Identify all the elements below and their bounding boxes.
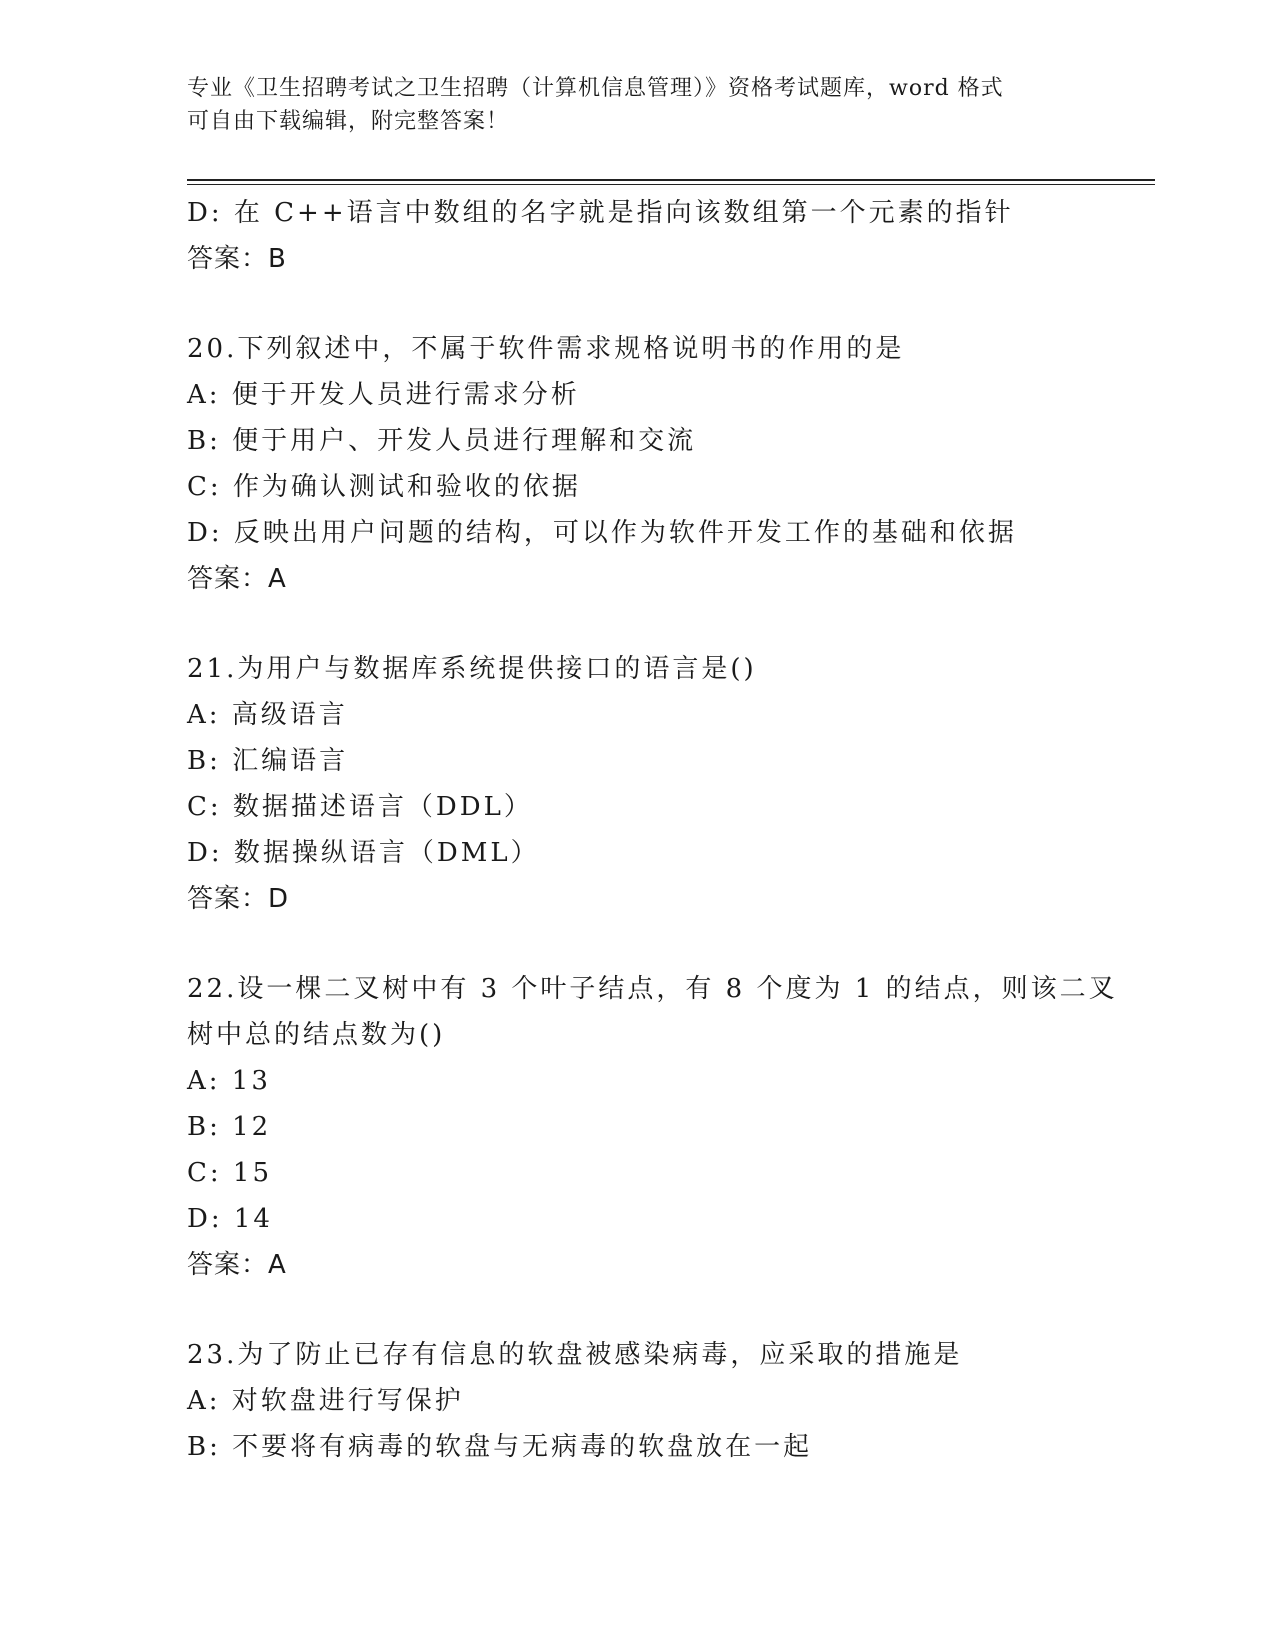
option-c: C: 15 [187,1158,273,1188]
question-text: 20.下列叙述中，不属于软件需求规格说明书的作用的是 [187,334,905,364]
answer-line: 答案：A [187,1250,287,1280]
question-text: 23.为了防止已存有信息的软盘被感染病毒，应采取的措施是 [187,1340,963,1370]
option-b: B: 汇编语言 [187,746,349,776]
option-a: A: 13 [187,1066,271,1096]
option-c: C: 作为确认测试和验收的依据 [187,472,581,502]
question-block-20 [187,326,1087,602]
option-d: D: 14 [187,1204,273,1234]
question-text-line-1: 22.设一棵二叉树中有 3 个叶子结点，有 8 个度为 1 的结点，则该二叉 [187,974,1118,1004]
question-block-23 [187,1332,1087,1470]
option-a: A: 便于开发人员进行需求分析 [187,380,580,410]
spacer [187,1288,1087,1332]
option-b: B: 12 [187,1112,272,1142]
header-divider-thick [187,179,1155,181]
question-text-line-2: 树中总的结点数为() [187,1020,446,1050]
header-line-2: 可自由下载编辑，附完整答案！ [187,109,510,134]
document-header [187,72,1087,138]
question-text: 21.为用户与数据库系统提供接口的语言是() [187,654,757,684]
option-a: A: 对软盘进行写保护 [187,1386,464,1416]
answer-line: 答案：B [187,244,287,274]
header-divider-thin [187,184,1155,185]
answer-line: 答案：A [187,564,287,594]
question-list [187,190,1118,1470]
option-d: D: 反映出用户问题的结构，可以作为软件开发工作的基础和依据 [187,518,1017,548]
question-block-21 [187,646,1087,922]
question-block-22 [187,966,1118,1288]
spacer [187,282,1087,326]
option-d: D: 在 C++语言中数组的名字就是指向该数组第一个元素的指针 [187,198,1014,228]
spacer [187,602,1087,646]
answer-line: 答案：D [187,884,290,914]
option-d: D: 数据操纵语言（DML） [187,838,540,868]
header-line-1: 专业《卫生招聘考试之卫生招聘（计算机信息管理）》资格考试题库，word 格式 [187,76,1004,101]
option-b: B: 不要将有病毒的软盘与无病毒的软盘放在一起 [187,1432,813,1462]
option-a: A: 高级语言 [187,700,348,730]
option-b: B: 便于用户、开发人员进行理解和交流 [187,426,697,456]
question-block-19 [187,190,1087,282]
spacer [187,922,1087,966]
option-c: C: 数据描述语言（DDL） [187,792,533,822]
